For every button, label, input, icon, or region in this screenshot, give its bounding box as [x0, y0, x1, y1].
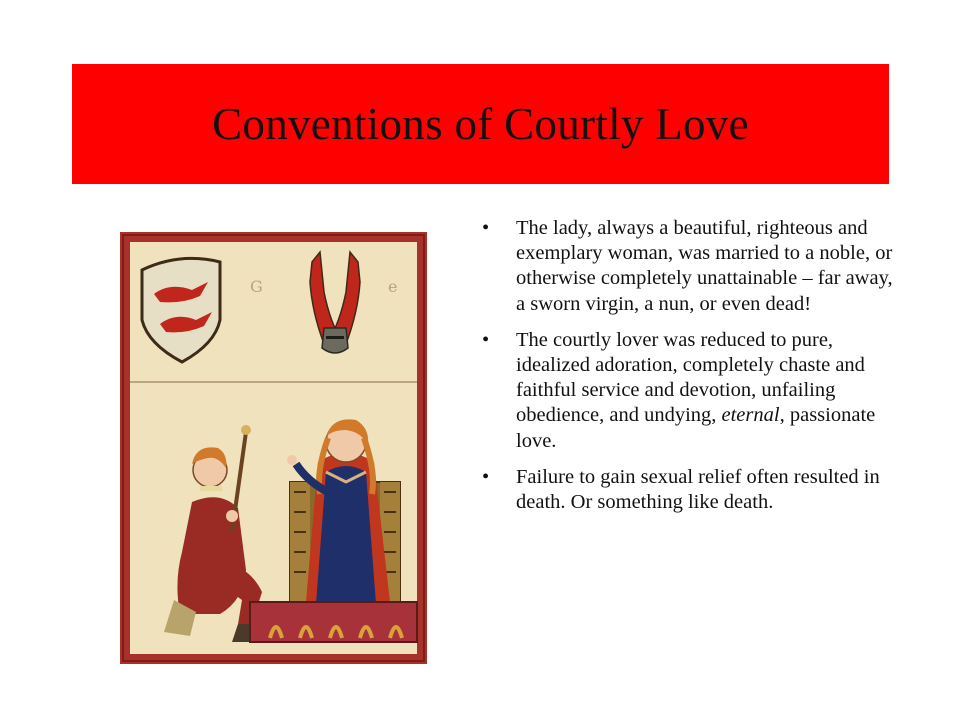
svg-text:e: e — [388, 277, 398, 296]
bullet-item-1 — [478, 216, 898, 317]
slide-title: Conventions of Courtly Love — [212, 99, 749, 149]
bullet-item-3 — [478, 465, 898, 515]
bullet-text-2-after: , passionate love. — [516, 404, 876, 452]
bullet-text-3: Failure to gain sexual relief often resulted in death. Or something like death. — [516, 465, 880, 514]
bullet-dot: • — [482, 328, 490, 351]
bullet-item-2 — [478, 328, 898, 454]
bullet-list — [478, 216, 898, 526]
bullet-dot: • — [482, 465, 490, 488]
floor-tiles — [250, 602, 417, 642]
title-banner — [72, 64, 889, 184]
manuscript-illustration — [120, 232, 427, 664]
bullet-dot: • — [482, 217, 490, 239]
bullet-text-1: The lady, always a beautiful, righteous and exemplary woman, was married to a noble, or otherwise completely unattainable – far away, a sworn virgin, a nun, or even dead! — [516, 217, 893, 315]
bullet-text-2-emphasis: eternal — [721, 404, 780, 427]
svg-text:G: G — [250, 277, 263, 296]
bullet-text-2-before: The courtly lover was reduced to pure, idealized adoration, completely chaste and faithful service and devotion, unfailing obedience, and undying, — [516, 328, 865, 427]
